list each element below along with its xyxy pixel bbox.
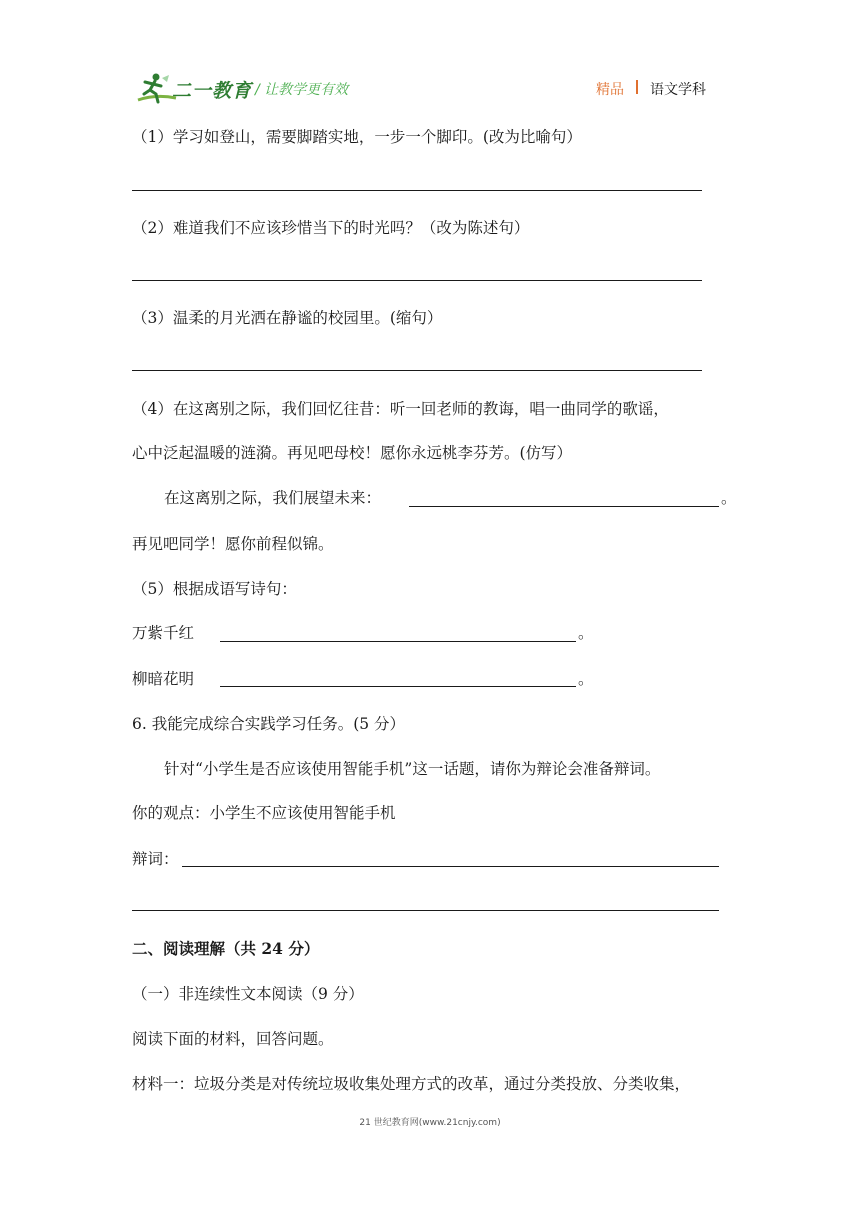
section-2-instruction: 阅读下面的材料，回答问题。 — [132, 1030, 334, 1048]
brand-slogan: / 让教学更有效 — [255, 82, 349, 98]
question-4-line-2: 心中泛起温暖的涟漪。再见吧母校！愿你永远桃李芬芳。(仿写） — [132, 444, 573, 462]
answer-line-6b[interactable] — [132, 910, 719, 911]
header-divider — [636, 80, 638, 94]
question-5-item-1: 万紫千红 — [132, 624, 195, 642]
material-1-text: 材料一：垃圾分类是对传统垃圾收集处理方式的改革，通过分类投放、分类收集， — [132, 1075, 691, 1093]
question-1: （1）学习如登山，需要脚踏实地，一步一个脚印。(改为比喻句） — [132, 128, 582, 146]
question-5-title: （5）根据成语写诗句： — [132, 580, 297, 598]
section-2-subtitle: （一）非连续性文本阅读（9 分） — [132, 985, 364, 1003]
subject-label: 语文学科 — [650, 82, 706, 98]
question-4-line-4: 再见吧同学！愿你前程似锦。 — [132, 535, 334, 553]
answer-line-1[interactable] — [132, 190, 702, 191]
answer-line-5a[interactable] — [220, 641, 576, 642]
answer-line-5b[interactable] — [220, 686, 576, 687]
page-footer: 21 世纪教育网(www.21cnjy.com) — [359, 1118, 501, 1128]
question-2: （2）难道我们不应该珍惜当下的时光吗？（改为陈述句） — [132, 219, 530, 237]
section-2-title: 二、阅读理解（共 24 分） — [132, 939, 320, 958]
answer-line-4[interactable] — [409, 506, 719, 507]
answer-line-6a[interactable] — [182, 866, 719, 867]
question-6-debate-label: 辩词： — [132, 850, 179, 868]
question-4-line-1: （4）在这离别之际，我们回忆往昔：听一回老师的教诲，唱一曲同学的歌谣， — [132, 400, 669, 418]
question-6-title: 6. 我能完成综合实践学习任务。(5 分） — [132, 715, 406, 733]
answer-line-2[interactable] — [132, 280, 702, 281]
question-6-view: 你的观点：小学生不应该使用智能手机 — [132, 804, 396, 822]
question-3: （3）温柔的月光洒在静谧的校园里。(缩句） — [132, 309, 443, 327]
quality-label: 精品 — [596, 82, 624, 98]
question-5-end-2: 。 — [578, 670, 594, 688]
question-5-end-1: 。 — [578, 624, 594, 642]
answer-line-3[interactable] — [132, 370, 702, 371]
question-5-item-2: 柳暗花明 — [132, 670, 195, 688]
question-4-prompt: 在这离别之际，我们展望未来： — [164, 489, 382, 507]
question-6-desc: 针对“小学生是否应该使用智能手机”这一话题，请你为辩论会准备辩词。 — [164, 760, 661, 778]
question-4-prompt-end: 。 — [721, 489, 737, 507]
brand-name: 二一教育 — [172, 80, 253, 102]
